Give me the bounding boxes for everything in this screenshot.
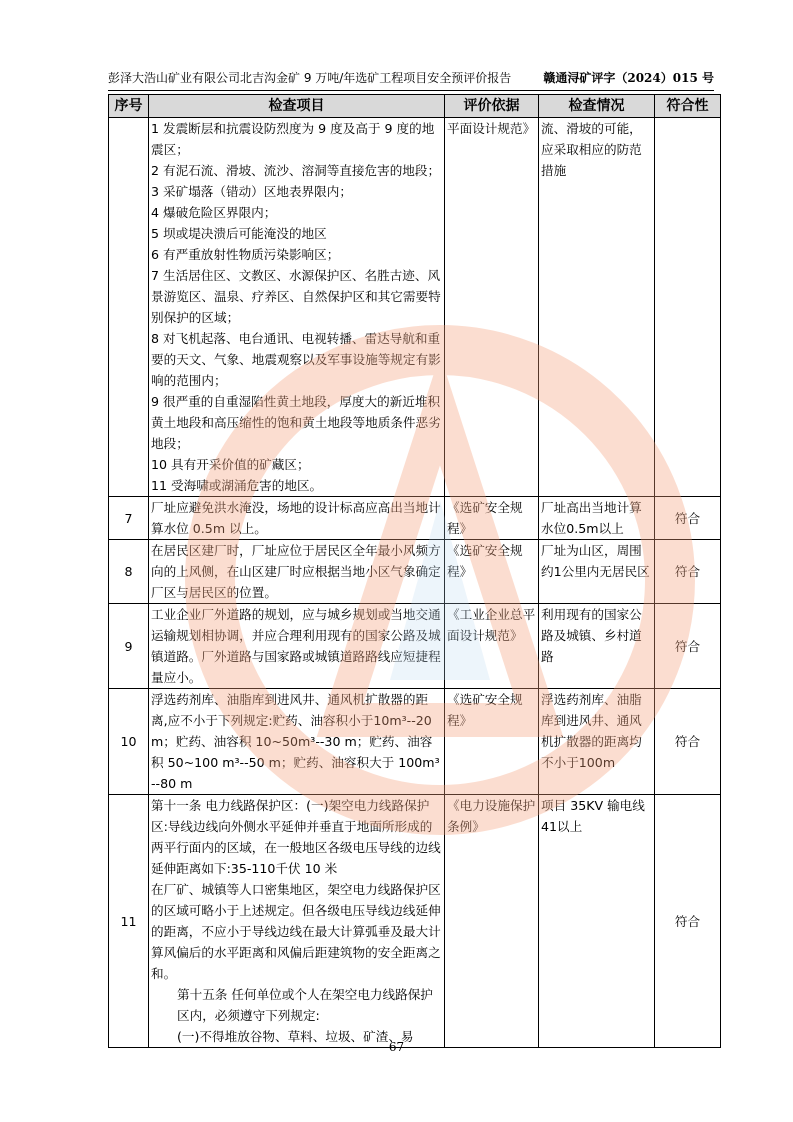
item-line: 9 很严重的自重湿陷性黄土地段，厚度大的新近堆积黄土地段和高压缩性的饱和黄土地段等地质条件恶劣地段； [151,394,441,451]
row-no: 9 [109,604,149,689]
row-result: 符合 [655,604,721,689]
table-row [109,795,721,1048]
page-header [108,68,714,88]
col-header-status: 检查情况 [539,95,655,118]
row-status: 项目 35KV 输电线41以上 [539,795,655,1048]
item-line: 在居民区建厂时，厂址应位于居民区全年最小风频方向的上风侧，在山区建厂时应根据当地小区气象确定厂区与居民区的位置。 [151,543,441,600]
item-line: 10 具有开采价值的矿藏区； [151,457,310,472]
header-rule [108,90,714,91]
row-item [149,497,445,540]
row-status: 厂址为山区，周围约1公里内无居民区 [539,540,655,604]
row-no: 10 [109,689,149,795]
row-item [149,604,445,689]
row-result: 符合 [655,795,721,1048]
col-header-item: 检查项目 [149,95,445,118]
row-basis: 《选矿安全规程》 [445,497,539,540]
row-item [149,795,445,1048]
row-no: 11 [109,795,149,1048]
item-line: 3 采矿塌落（错动）区地表界限内； [151,184,352,199]
item-line: 4 爆破危险区界限内； [151,205,277,220]
item-line: 第十五条 任何单位或个人在架空电力线路保护区内，必须遵守下列规定: [177,987,433,1023]
row-basis: 平面设计规范》 [445,118,539,497]
row-status: 浮选药剂库、油脂库到进风井、通风机扩散器的距离均不小于100m [539,689,655,795]
table-row [109,497,721,540]
item-line: 在厂矿、城镇等人口密集地区，架空电力线路保护区的区域可略小于上述规定。但各级电压导线边线延伸的距离，不应小于导线边线在最大计算弧垂及最大计算风偏后的水平距离和风偏后距建筑物的安全距离之和。 [151,882,441,981]
table-row [109,689,721,795]
row-no: 8 [109,540,149,604]
item-line: 5 坝或堤决溃后可能淹没的地区 [151,226,327,241]
row-item [149,689,445,795]
row-result: 符合 [655,497,721,540]
row-status: 利用现有的国家公路及城镇、乡村道路 [539,604,655,689]
item-line: 11 受海啸或湖涌危害的地区。 [151,478,323,493]
row-basis: 《选矿安全规程》 [445,540,539,604]
item-line: 2 有泥石流、滑坡、流沙、溶洞等直接危害的地段； [151,163,441,178]
table-header-row [109,95,721,118]
row-basis: 《电力设施保护条例》 [445,795,539,1048]
row-status: 厂址高出当地计算水位0.5m以上 [539,497,655,540]
item-line: 工业企业厂外道路的规划，应与城乡规划或当地交通运输规划相协调，并应合理利用现有的国家公路及城镇道路。厂外道路与国家路或城镇道路路线应短捷程量应小。 [151,607,441,685]
row-result: 符合 [655,540,721,604]
row-basis: 《选矿安全规程》 [445,689,539,795]
row-status: 流、滑坡的可能，应采取相应的防范措施 [539,118,655,497]
item-line: 8 对飞机起落、电台通讯、电视转播、雷达导航和重要的天文、气象、地震观察以及军事设施等规定有影响的范围内； [151,331,441,388]
item-line: 厂址应避免洪水淹没，场地的设计标高应高出当地计算水位 0.5m 以上。 [151,500,441,536]
item-line: 第十一条 电力线路保护区：(一)架空电力线路保护区:导线边线向外侧水平延伸并垂直于地面所形成的两平行面内的区域，在一般地区各级电压导线的边线延伸距离如下:35-110千伏 10 米 [151,798,441,876]
col-header-basis: 评价依据 [445,95,539,118]
row-result [655,118,721,497]
table-row [109,604,721,689]
report-title: 彭泽大浩山矿业有限公司北吉沟金矿 9 万吨/年选矿工程项目安全预评价报告 [108,71,512,85]
row-basis: 《工业企业总平面设计规范》 [445,604,539,689]
row-no [109,118,149,497]
row-result: 符合 [655,689,721,795]
page-number: 67 [388,1040,405,1054]
table-row [109,540,721,604]
item-line: 浮选药剂库、油脂库到进风井、通风机扩散器的距离,应不小于下列规定:贮药、油容积小于10m³--20m；贮药、油容积 10~50m³--30 m；贮药、油容积 50~100 m³--50 m；贮药、油容积大于 100m³--80 m [151,692,440,791]
row-item [149,118,445,497]
item-line: (一)不得堆放谷物、草料、垃圾、矿渣、易 [177,1029,414,1044]
item-line: 1 发震断层和抗震设防烈度为 9 度及高于 9 度的地震区； [151,121,435,157]
item-line: 7 生活居住区、文教区、水源保护区、名胜古迹、风景游览区、温泉、疗养区、自然保护区和其它需要特别保护的区域； [151,268,441,325]
row-item [149,540,445,604]
col-header-result: 符合性 [655,95,721,118]
report-number: 赣通浔矿评字（2024）015 号 [543,71,714,85]
item-line: 6 有严重放射性物质污染影响区； [151,247,340,262]
inspection-table [108,94,721,1048]
col-header-no: 序号 [109,95,149,118]
table-row [109,118,721,497]
row-no: 7 [109,497,149,540]
